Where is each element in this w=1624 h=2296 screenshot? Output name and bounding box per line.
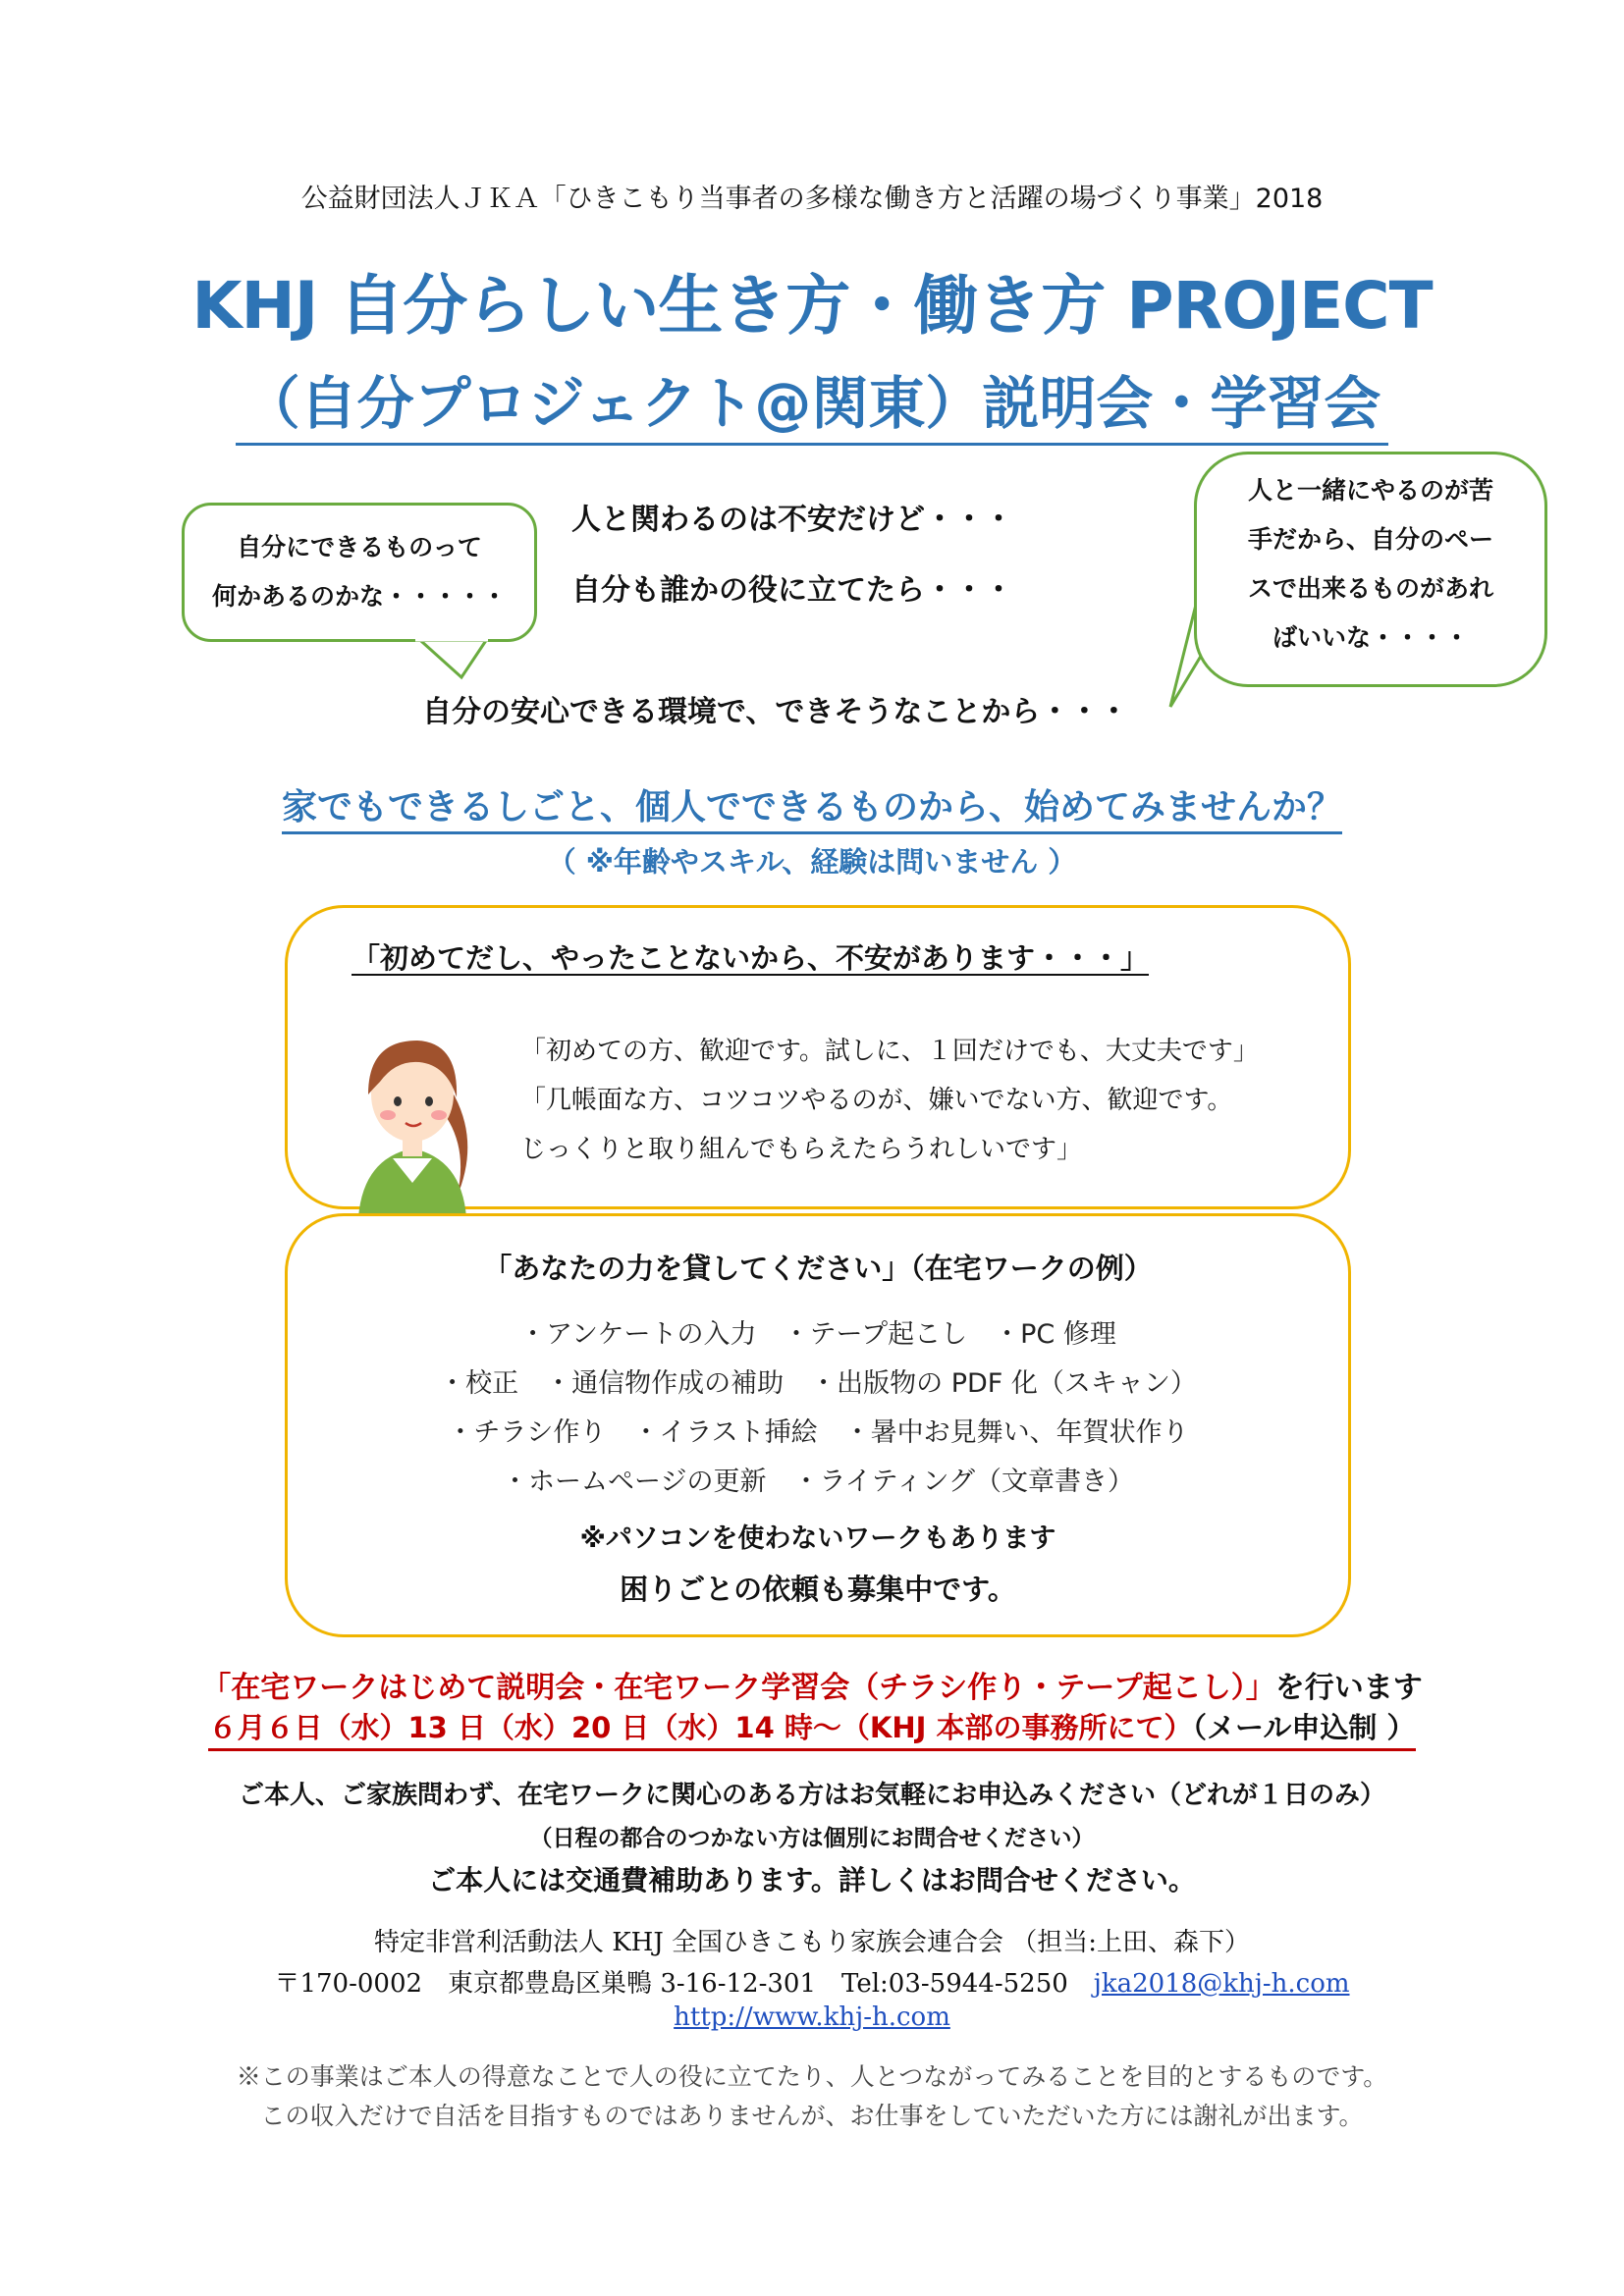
works-heading: 「あなたの力を貸してください」（在宅ワークの例） xyxy=(483,1252,1153,1285)
org-url-link[interactable]: http://www.khj-h.com xyxy=(674,2002,950,2032)
footnote-2: この収入だけで自活を目指すものではありませんが、お仕事をしていただいた方には謝礼が出ます。 xyxy=(260,2102,1364,2130)
right-bubble-line: ばいいな・・・・ xyxy=(1272,623,1469,652)
org-contact xyxy=(0,1963,1624,2000)
org-email-link[interactable]: jka2018@khj-h.com xyxy=(1093,1969,1350,1999)
cta-headline-text: 家でもできるしごと、個人でできるものから、始めてみませんか？ xyxy=(282,787,1342,834)
right-bubble-line: 人と一緒にやるのが苦 xyxy=(1247,476,1493,505)
right-bubble-line: スで出来るものがあれ xyxy=(1247,574,1493,603)
right-bubble-line: 手だから、自分のペー xyxy=(1247,525,1493,554)
works-row-2: ・校正 ・通信物作成の補助 ・出版物の PDF 化（スキャン） xyxy=(439,1368,1197,1399)
intro-bottom-line: 自分の安心できる環境で、できそうなことから・・・ xyxy=(422,695,1129,729)
page-subtitle-text: （自分プロジェクト@関東）説明会・学習会 xyxy=(236,370,1389,446)
works-note: ※パソコンを使わないワークもあります xyxy=(579,1523,1056,1554)
organizer-line: 公益財団法人ＪＫＡ「ひきこもり当事者の多様な働き方と活躍の場づくり事業」2018 xyxy=(300,184,1324,214)
right-speech-bubble xyxy=(1194,452,1547,687)
org-name: 特定非営利活動法人 KHJ 全国ひきこもり家族会連合会 （担当:上田、森下） xyxy=(373,1928,1251,1957)
worries-answer-1: 「初めての方、歓迎です。試しに、１回だけでも、大丈夫です」 xyxy=(520,1037,1259,1066)
page-title: KHJ 自分らしい生き方・働き方 PROJECT xyxy=(191,268,1433,344)
event-signup: （メール申込制 ） xyxy=(1192,1711,1416,1744)
org-address: 〒170-0002 東京都豊島区巣鴨 3-16-12-301 Tel:03-5944-5250 xyxy=(274,1969,1068,1999)
event-line-2 xyxy=(0,1706,1624,1746)
event-dates: ６月６日（水）13 日（水）20 日（水）14 時～（KHJ 本部の事務所にて） xyxy=(208,1711,1193,1744)
works-request: 困りごとの依頼も募集中です。 xyxy=(620,1573,1016,1606)
org-url xyxy=(0,2002,1624,2032)
left-bubble-line: 自分にできるものって xyxy=(237,533,482,561)
event-title-suffix: を行います xyxy=(1274,1671,1423,1705)
worries-heading: 「初めてだし、やったことないから、不安があります・・・」 xyxy=(352,941,1150,975)
info-line-3: ご本人には交通費補助あります。詳しくはお問合せください。 xyxy=(428,1864,1196,1896)
left-bubble-line: 何かあるのかな・・・・・ xyxy=(211,582,507,611)
works-row-4: ・ホームページの更新 ・ライティング（文章書き） xyxy=(502,1467,1134,1497)
works-row-1: ・アンケートの入力 ・テープ起こし ・PC 修理 xyxy=(519,1319,1116,1350)
woman-illustration xyxy=(339,1011,486,1217)
info-line-2: （日程の都合のつかない方は個別にお問合せください） xyxy=(529,1826,1095,1851)
intro-line-2: 自分も誰かの役に立てたら・・・ xyxy=(571,573,1013,608)
worries-answer-2: 「几帳面な方、コツコツやるのが、嫌いでない方、歓迎です。 xyxy=(520,1086,1233,1115)
worries-answer-3: じっくりと取り組んでもらえたらうれしいです」 xyxy=(520,1135,1083,1164)
intro-line-1: 人と関わるのは不安だけど・・・ xyxy=(571,503,1013,537)
event-title: 「在宅ワークはじめて説明会・在宅ワーク学習会（チラシ作り・テープ起こし）」 xyxy=(201,1671,1275,1705)
event-dates-wrap xyxy=(208,1711,1415,1751)
event-line-1 xyxy=(0,1663,1624,1706)
works-row-3: ・チラシ作り ・イラスト挿絵 ・暑中お見舞い、年賀状作り xyxy=(447,1417,1189,1448)
info-line-1: ご本人、ご家族問わず、在宅ワークに関心のある方はお気軽にお申込みください（どれが１日のみ） xyxy=(239,1781,1385,1810)
cta-headline xyxy=(0,779,1624,829)
footnote-1: ※この事業はご本人の得意なことで人の役に立てたり、人とつながってみることを目的とするものです。 xyxy=(236,2062,1388,2091)
cta-subline: （ ※年齢やスキル、経験は問いません ） xyxy=(547,845,1077,879)
